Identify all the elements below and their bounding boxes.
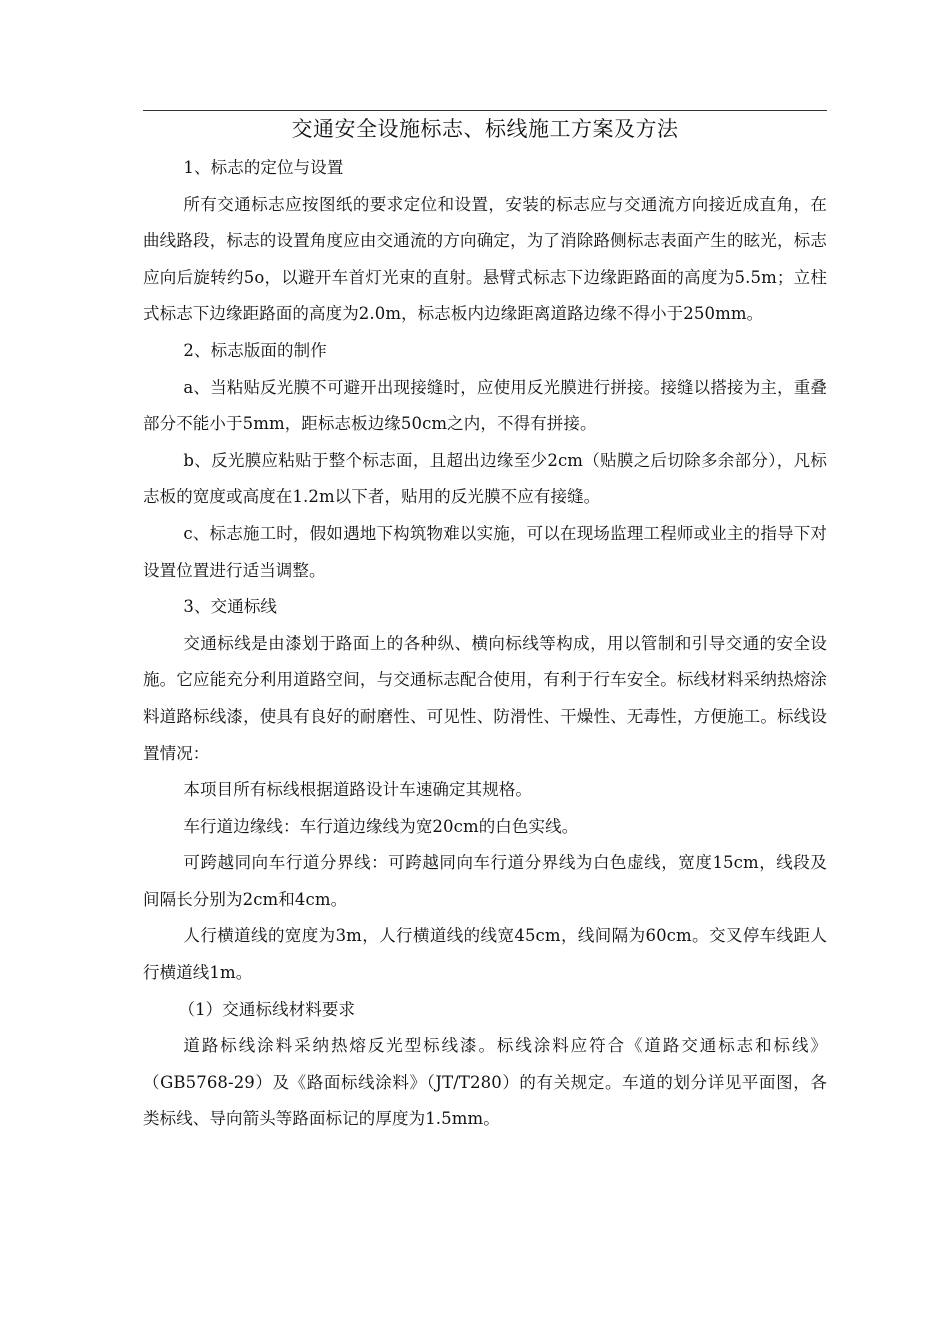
document-body <box>143 150 827 1138</box>
paragraph: 可跨越同向车行道分界线：可跨越同向车行道分界线为白色虚线，宽度15cm，线段及间隔长分别为2cm和4cm。 <box>143 853 827 909</box>
document-page <box>143 0 827 1344</box>
document-title: 交通安全设施标志、标线施工方案及方法 <box>291 117 679 141</box>
paragraph: c、标志施工时，假如遇地下构筑物难以实施，可以在现场监理工程师或业主的指导下对设置位置进行适当调整。 <box>143 523 827 580</box>
paragraph: 交通标线是由漆划于路面上的各种纵、横向标线等构成，用以管制和引导交通的安全设施。它应能充分利用道路空间，与交通标志配合使用，有利于行车安全。标线材料采纳热熔涂料道路标线漆，使具有良好的耐磨性、可见性、防滑性、干燥性、无毒性，方便施工。标线设置情况： <box>143 633 827 763</box>
paragraph: 车行道边缘线：车行道边缘线为宽20cm的白色实线。 <box>183 816 579 836</box>
paragraph: 本项目所有标线根据道路设计车速确定其规格。 <box>183 780 533 800</box>
paragraph: 人行横道线的宽度为3m，人行横道线的线宽45cm，线间隔为60cm。交叉停车线距人行横道线1m。 <box>143 926 827 983</box>
paragraph: b、反光膜应粘贴于整个标志面，且超出边缘至少2cm（贴膜之后切除多余部分），凡标志板的宽度或高度在1.2m以下者，贴用的反光膜不应有接缝。 <box>143 450 827 507</box>
paragraph: 所有交通标志应按图纸的要求定位和设置，安装的标志应与交通流方向接近成直角，在曲线路段，标志的设置角度应由交通流的方向确定，为了消除路侧标志表面产生的眩光，标志应向后旋转约5o，以避开车首灯光束的直射。悬臂式标志下边缘距路面的高度为5.5m；立柱式标志下边缘距路面的高度为2.0m，标志板内边缘距离道路边缘不得小于250mm。 <box>143 194 827 324</box>
paragraph: 道路标线涂料采纳热熔反光型标线漆。标线涂料应符合《道路交通标志和标线》（GB5768-29）及《路面标线涂料》（JT/T280）的有关规定。车道的划分详见平面图，各类标线、导向箭头等路面标记的厚度为1.5mm。 <box>143 1036 827 1129</box>
header-rule <box>143 110 827 111</box>
section-heading-2: 2、标志版面的制作 <box>183 340 327 360</box>
section-heading-3: 3、交通标线 <box>183 597 278 617</box>
subsection-heading-1: （1）交通标线材料要求 <box>178 999 356 1019</box>
section-heading-1: 1、标志的定位与设置 <box>183 158 344 177</box>
paragraph: a、当粘贴反光膜不可避开出现接缝时，应使用反光膜进行拼接。接缝以搭接为主，重叠部分不能小于5mm，距标志板边缘50cm之内，不得有拼接。 <box>143 377 827 434</box>
